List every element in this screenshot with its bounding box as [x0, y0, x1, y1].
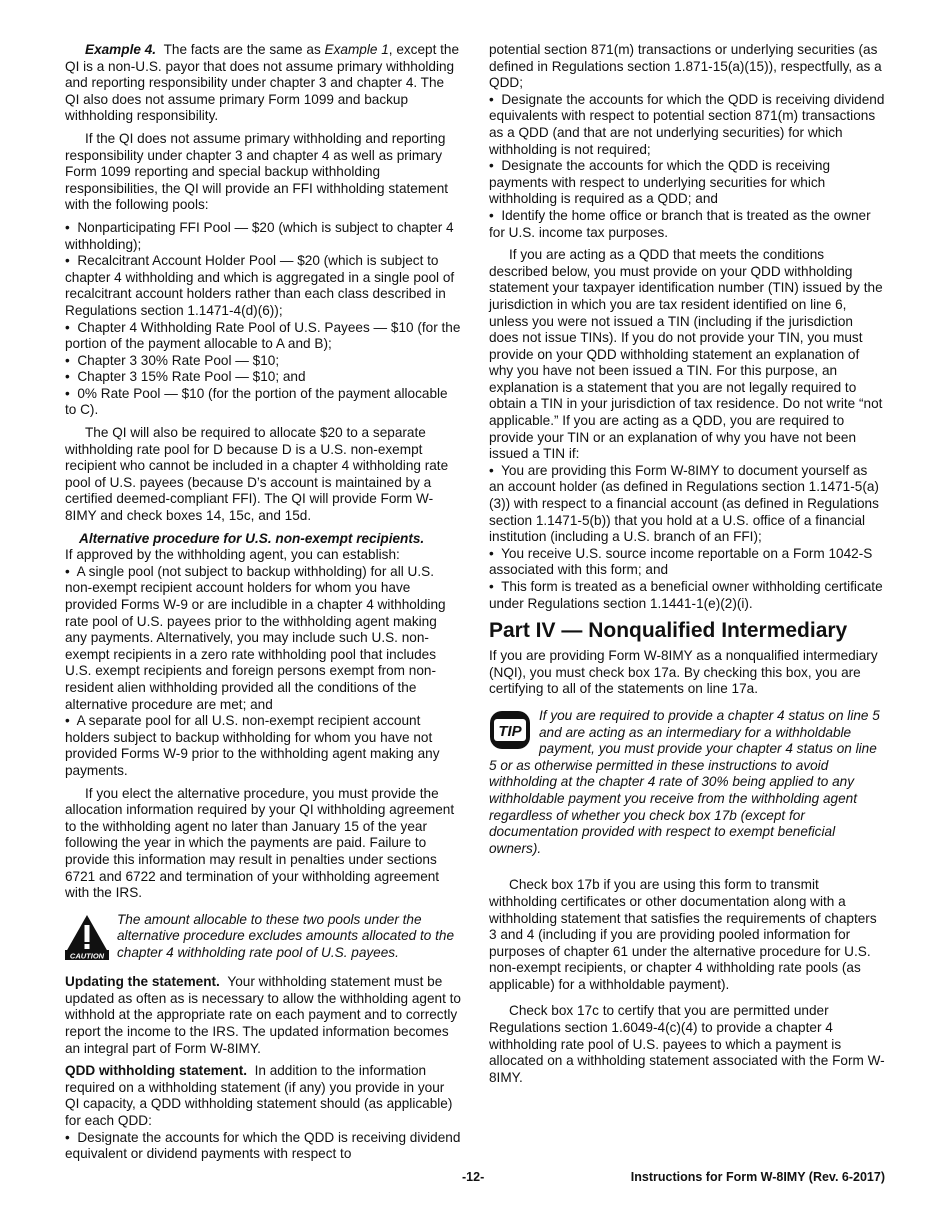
example4-text-b: , except the QI is a non-U.S. payor that does not assume primary withholding and reporting responsibility under chapter 3 and chapter 4. The QI also does not assume primary Form 1099 and backup withholding responsibility. [65, 42, 460, 124]
updating-paragraph [65, 974, 461, 1057]
list-item: • Chapter 3 30% Rate Pool — $10; [65, 352, 280, 368]
spacer [489, 867, 885, 877]
qdd-paragraph [65, 1063, 461, 1129]
tip-label: TIP [498, 722, 522, 740]
box17b-paragraph: Check box 17b if you are using this form to transmit withholding certificates or other documentation along with a withholding statement that satisfies the requirements of chapters 3 and 4 (including if you are providing pooled information for purposes of chapter 61 under the alternative procedure for U.S. non-exempt recipients, or chapter 4 withholding rate pools (as applicable) for a withholdable payment). [489, 877, 877, 992]
list-item: • Designate the accounts for which the QDD is receiving payments with respect to underlying securities for which withholding is required as a QDD; and [489, 158, 831, 207]
caution-text: The amount allocable to these two pools under the alternative procedure excludes amounts allocated to the chapter 4 withholding rate pool of U.S. payees. [117, 911, 455, 960]
left-column [65, 42, 461, 1163]
example4-paragraph [65, 42, 461, 125]
part4-heading: Part IV — Nonqualified Intermediary [489, 619, 848, 643]
pools-intro: If the QI does not assume primary withholding and reporting responsibility under chapter 3 and chapter 4 as well as primary Form 1099 reporting and special backup withholding responsibilities, the QI will provide an FFI withholding statement with the following pools: [65, 130, 449, 213]
example4-ref: Example 1 [324, 42, 389, 57]
elect-paragraph: If you elect the alternative procedure, you must provide the allocation information required by your QI withholding agreement to the withholding agent no later than January 15 of the year following the year in which the payments are paid. Failure to provide this information may result in penalties under sections 6721 and 6722 and termination of your withholding agreement with the IRS. [65, 785, 455, 901]
part4-paragraph: If you are providing Form W-8IMY as a nonqualified intermediary (NQI), you must check box 17a. By checking this box, you are certifying to all of the statements on line 17a. [489, 648, 878, 697]
caution-note [65, 912, 461, 965]
qdd-text: In addition to the information required on a withholding statement (if any) you provide in your QI capacity, a QDD withholding statement should (as applicable) for each QDD: [65, 1063, 453, 1129]
list-item: • Chapter 4 Withholding Rate Pool of U.S. Payees — $10 (for the portion of the payment allocable to A and B); [65, 319, 461, 352]
alt-procedure-heading-line [65, 531, 461, 548]
qdd-list [489, 92, 885, 241]
list-item: • You receive U.S. source income reportable on a Form 1042-S associated with this form; and [489, 545, 873, 578]
list-item: • Recalcitrant Account Holder Pool — $20 (which is subject to chapter 4 withholding and which is aggregated in a single pool of recalcitrant account holders rather than each class described in Regulations section 1.1471-4(d)(6)); [65, 253, 455, 318]
box17c-paragraph: Check box 17c to certify that you are permitted under Regulations section 1.6049-4(c)(4) to provide a chapter 4 withholding rate pool of U.S. payees to which a payment is allocated on a withholding statement associated with the Form W-8IMY. [489, 1003, 885, 1085]
updating-text: Your withholding statement must be updated as often as is necessary to allow the withholding agent to withhold at the appropriate rate on each payment and to correctly report the income to the IRS. The updated information becomes an integral part of Form W-8IMY. [65, 974, 461, 1056]
list-item: • Identify the home office or branch that is treated as the owner for U.S. income tax purposes. [489, 207, 871, 240]
example4-label: Example 4. [85, 42, 157, 57]
updating-heading: Updating the statement. [65, 974, 220, 990]
tin-paragraph: If you are acting as a QDD that meets the conditions described below, you must provide on your QDD withholding statement your taxpayer identification number (TIN) issued by the jurisdiction in which you are tax resident identified on line 6, unless you were not issued a TIN (including if the jurisdiction does not issue TINs). If you do not provide your TIN, you must provide on your QDD withholding statement an explanation of why you have not been issued a TIN. For this purpose, an explanation is a statement that you are not legally required to obtain a TIN in your jurisdiction of tax residence. Do not write “not applicable.” If you are acting as a QDD, you are required to provide your TIN or an explanation of why you have not been issued a TIN if: [489, 247, 883, 462]
caution-icon [65, 914, 109, 965]
pools-list [65, 220, 461, 419]
list-item: • Designate the accounts for which the QDD is receiving dividend equivalent or dividend payments with respect to [65, 1129, 461, 1162]
list-item: • Nonparticipating FFI Pool — $20 (which is subject to chapter 4 withholding); [65, 219, 454, 252]
alt-procedure-intro: If approved by the withholding agent, you can establish: [65, 547, 400, 563]
list-item: • A separate pool for all U.S. non-exempt recipient account holders subject to backup withholding for whom you have not provided Forms W-9 prior to the withholding agent making any payments. [65, 713, 440, 778]
caution-label: CAUTION [69, 951, 105, 960]
list-item: • Designate the accounts for which the QDD is receiving dividend equivalents with respect to potential section 871(m) transactions as a QDD (and that are not underlying securities) for which withholding is not required; [489, 91, 885, 157]
qdd-continued: potential section 871(m) transactions or underlying securities (as defined in Regulations section 1.871-15(a)(15)), respectfully, as a QDD; [489, 42, 882, 91]
tip-text: If you are required to provide a chapter 4 status on line 5 and are acting as an intermediary for a withholdable payment, you must provide your chapter 4 status on line 5 or as otherwise permitted in these instructions to avoid withholding at the chapter 4 rate of 30% being applied to any withholdable payment you receive from the withholding agent regardless of whether you check box 17b (except for documentation provided with respect to exempt beneficial owners). [489, 707, 880, 856]
footer-doc-title: Instructions for Form W-8IMY (Rev. 6-2017) [630, 1170, 885, 1184]
alt-procedure-list [65, 564, 461, 780]
example4-text-a: The facts are the same as [163, 42, 325, 57]
list-item: • Chapter 3 15% Rate Pool — $10; and [65, 369, 306, 385]
right-column [489, 42, 885, 1092]
page-number: -12- [462, 1170, 485, 1184]
alt-procedure-heading: Alternative procedure for U.S. non-exempt recipients. [79, 530, 425, 546]
tip-note [489, 708, 885, 857]
list-item: • 0% Rate Pool — $10 (for the portion of the payment allocable to C). [65, 385, 448, 418]
tin-list [489, 463, 885, 612]
list-item: • You are providing this Form W-8IMY to document yourself as an account holder (as defined in Regulations section 1.1471-5(a)(3)) with respect to a financial account (as defined in Regulations section 1.1471-5(b)) that you hold at a U.S. office of a financial institution (including a U.S. branch of an FFI); [489, 462, 879, 545]
qdd-heading: QDD withholding statement. [65, 1063, 248, 1079]
list-item: • A single pool (not subject to backup withholding) for all U.S. non-exempt recipient account holders for whom you have provided Forms W-9 or are includible in a chapter 4 withholding rate pool of U.S. payees prior to the withholding agent making any payments. Alternatively, you may include such U.S. non-exempt recipients in a zero rate withholding pool that includes U.S. exempt recipients and foreign persons exempt from non-resident alien withholding provided all the conditions of the alternative procedure are met; and [65, 563, 446, 712]
tip-icon [489, 710, 531, 755]
allocate-paragraph: The QI will also be required to allocate $20 to a separate withholding rate pool for D because D is a U.S. non-exempt recipient who cannot be included in a chapter 4 withholding rate pool of U.S. payees (because D’s account is maintained by a certified deemed-compliant FFI). The QI will provide Form W-8IMY and check boxes 14, 15c, and 15d. [65, 425, 449, 524]
list-item: • This form is treated as a beneficial owner withholding certificate under Regulations section 1.1441-1(e)(2)(i). [489, 579, 883, 611]
